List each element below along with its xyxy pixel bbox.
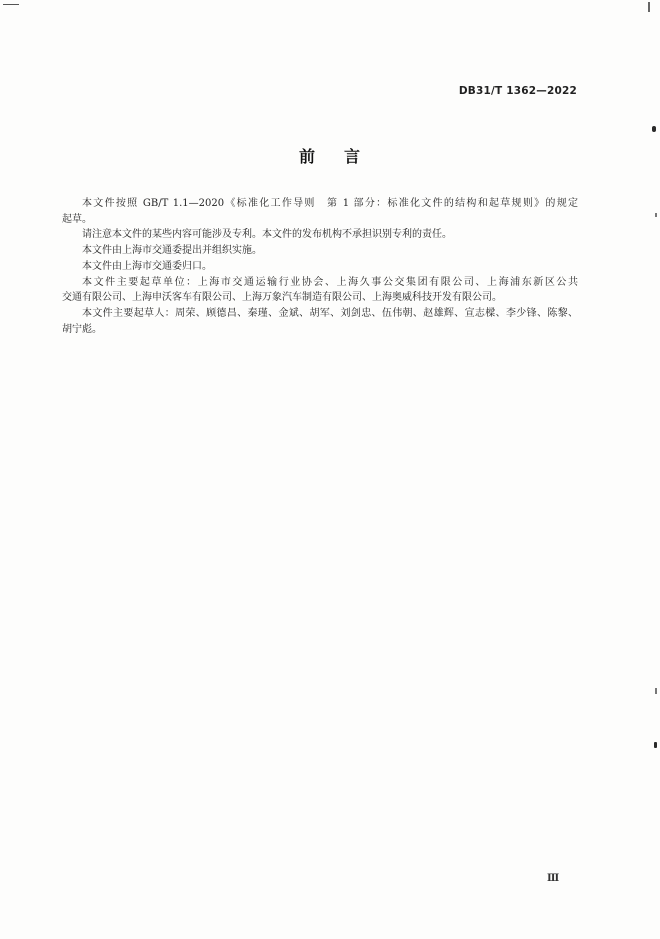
paragraph-line: 本文件由上海市交通委归口。 — [82, 260, 212, 272]
scan-mark-top-left — [3, 4, 19, 5]
paragraph-line: 请注意本文件的某些内容可能涉及专利。本文件的发布机构不承担识别专利的责任。 — [82, 229, 452, 241]
paragraph-patent-notice — [62, 227, 578, 243]
heading-char-1: 前 — [298, 147, 316, 166]
paragraph-administrator — [62, 259, 578, 275]
section-heading — [0, 144, 660, 167]
scan-mark-right-4 — [654, 742, 657, 748]
paragraph-line: 本文件按照 GB/T 1.1—2020《标准化工作导则 第 1 部分：标准化文件的结构和起草规则》的规定 — [82, 198, 578, 209]
scan-mark-right-2 — [655, 213, 657, 217]
scan-mark-top-right — [648, 2, 650, 12]
standard-code: DB31/T 1362—2022 — [458, 85, 577, 97]
paragraph-drafting-basis — [62, 196, 578, 227]
paragraph-line: 胡宁彪。 — [62, 323, 102, 335]
heading-char-2: 言 — [344, 147, 362, 166]
paragraph-line: 本文件主要起草单位：上海市交通运输行业协会、上海久事公交集团有限公司、上海浦东新区公共 — [82, 276, 578, 288]
scan-mark-right-1 — [652, 126, 656, 132]
paragraph-proposer — [62, 243, 578, 259]
paragraph-line: 交通有限公司、上海申沃客车有限公司、上海万象汽车制造有限公司、上海奥威科技开发有限公司。 — [62, 292, 502, 304]
paragraph-drafters — [62, 306, 578, 337]
page-number: Ⅲ — [547, 873, 560, 884]
scan-mark-right-3 — [655, 688, 657, 694]
paragraph-line: 起草。 — [62, 213, 92, 225]
paragraph-line: 本文件由上海市交通委提出并组织实施。 — [82, 245, 262, 257]
foreword-body — [62, 196, 578, 337]
paragraph-line: 本文件主要起草人：周荣、顾德昌、秦瑾、金斌、胡军、刘剑忠、伍伟朝、赵雄辉、宣志樑、李少锋、陈黎、 — [82, 307, 578, 319]
paragraph-drafting-units — [62, 275, 578, 306]
